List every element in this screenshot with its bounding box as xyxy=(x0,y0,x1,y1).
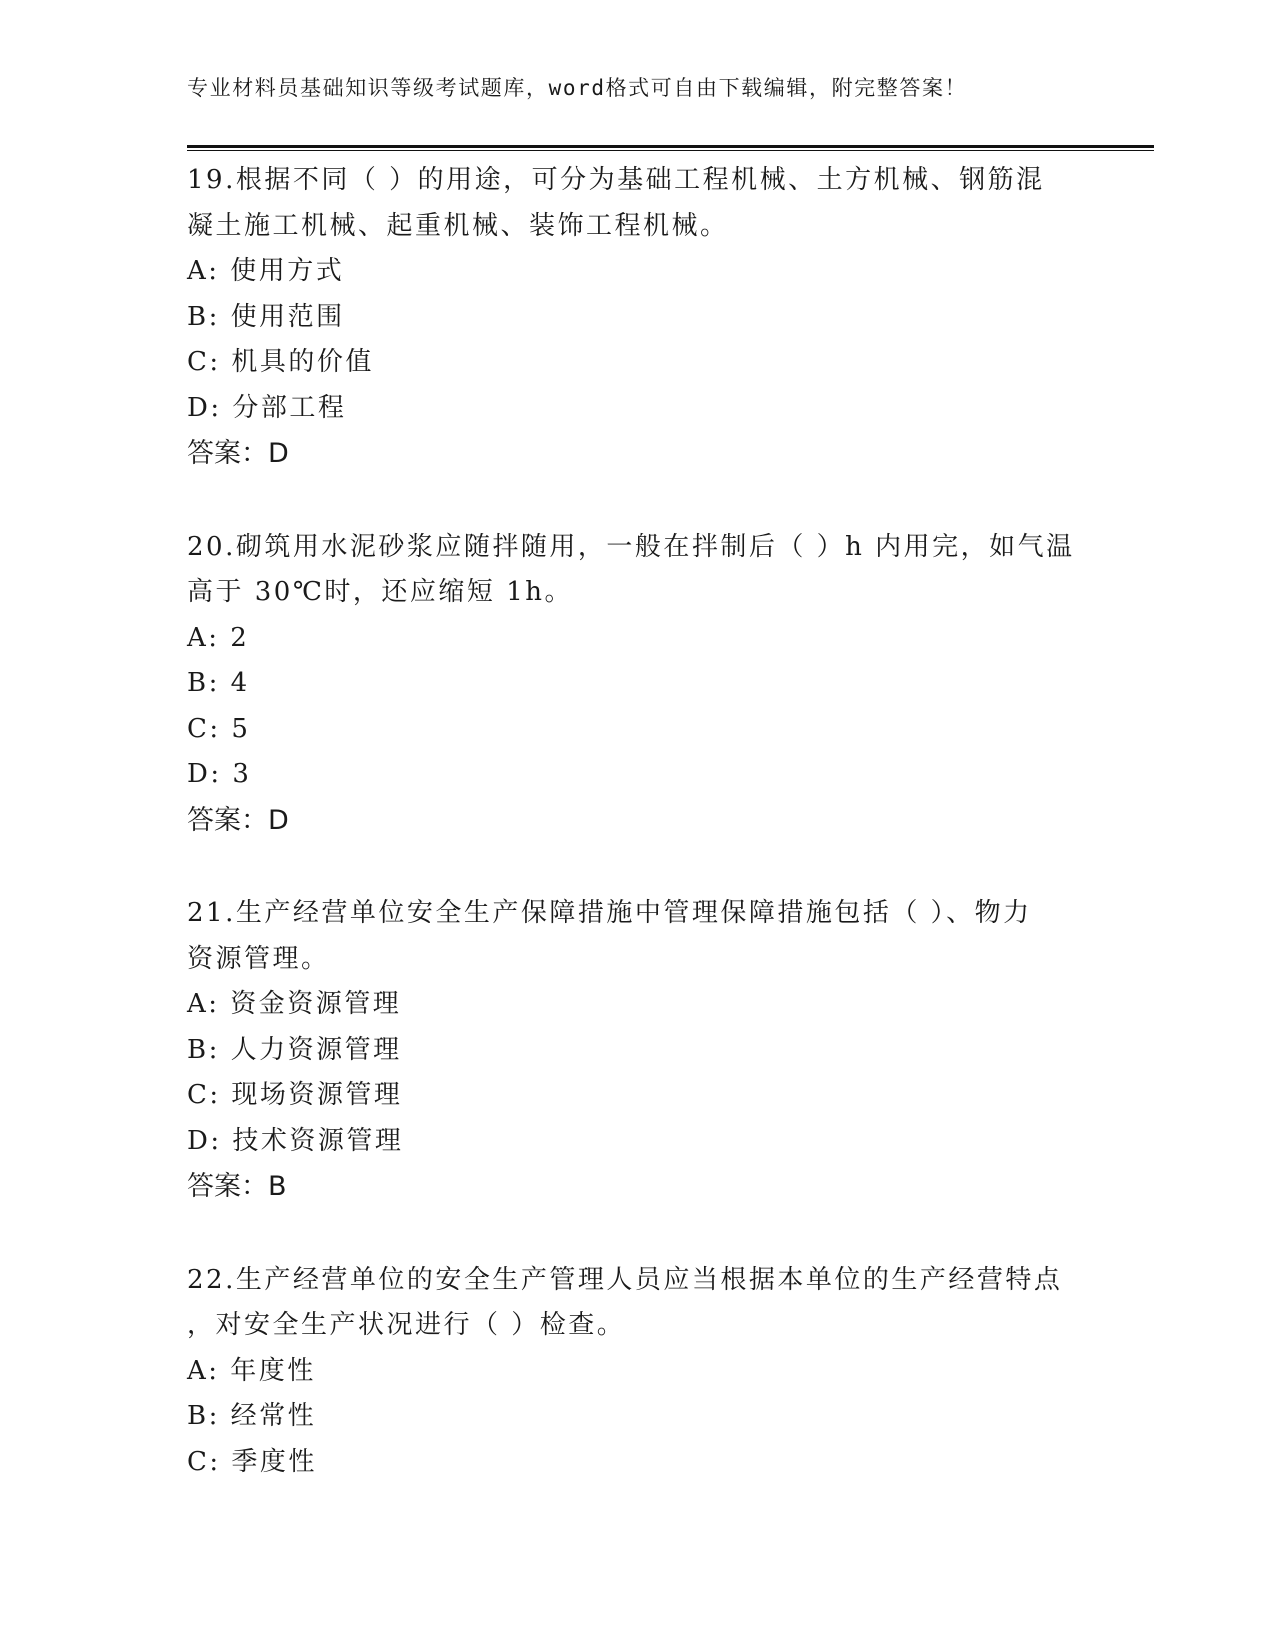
option-a: A: 资金资源管理 xyxy=(187,989,402,1019)
option-b: B: 人力资源管理 xyxy=(187,1034,402,1065)
answer-line: 答案：D xyxy=(187,804,289,836)
option-b: B: 经常性 xyxy=(187,1401,317,1431)
question-22 xyxy=(187,1258,1087,1486)
header-divider-thin xyxy=(187,150,1154,151)
option-d: D: 3 xyxy=(187,759,252,789)
answer-line: 答案：B xyxy=(187,1171,287,1202)
option-c: C: 季度性 xyxy=(187,1446,317,1477)
option-a: A: 2 xyxy=(187,622,250,653)
question-stem: 资源管理。 xyxy=(187,943,330,974)
question-list xyxy=(187,158,1087,1533)
question-stem: ，对安全生产状况进行（ ）检查。 xyxy=(187,1310,626,1340)
question-stem: 21.生产经营单位安全生产保障措施中管理保障措施包括（ ）、物力 xyxy=(187,898,1032,928)
question-stem: 20.砌筑用水泥砂浆应随拌随用，一般在拌制后（ ）h 内用完，如气温 xyxy=(187,531,1075,562)
header-divider xyxy=(187,145,1154,148)
option-d: D: 分部工程 xyxy=(187,392,347,423)
option-c: C: 机具的价值 xyxy=(187,347,374,377)
question-21 xyxy=(187,891,1087,1210)
option-b: B: 4 xyxy=(187,668,250,698)
option-c: C: 现场资源管理 xyxy=(187,1080,403,1110)
option-d: D: 技术资源管理 xyxy=(187,1125,404,1156)
question-stem: 凝土施工机械、起重机械、装饰工程机械。 xyxy=(187,210,729,241)
question-stem: 高于 30℃时，还应缩短 1h。 xyxy=(187,577,573,607)
page-header: 专业材料员基础知识等级考试题库，word格式可自由下载编辑，附完整答案！ xyxy=(187,76,968,100)
question-19 xyxy=(187,158,1087,477)
option-a: A: 年度性 xyxy=(187,1355,316,1386)
option-b: B: 使用范围 xyxy=(187,301,345,332)
option-c: C: 5 xyxy=(187,713,251,744)
question-stem: 22.生产经营单位的安全生产管理人员应当根据本单位的生产经营特点 xyxy=(187,1264,1063,1295)
option-a: A: 使用方式 xyxy=(187,256,345,286)
question-stem: 19.根据不同（ ）的用途，可分为基础工程机械、土方机械、钢筋混 xyxy=(187,165,1045,195)
answer-line: 答案：D xyxy=(187,438,289,469)
question-20 xyxy=(187,525,1087,844)
